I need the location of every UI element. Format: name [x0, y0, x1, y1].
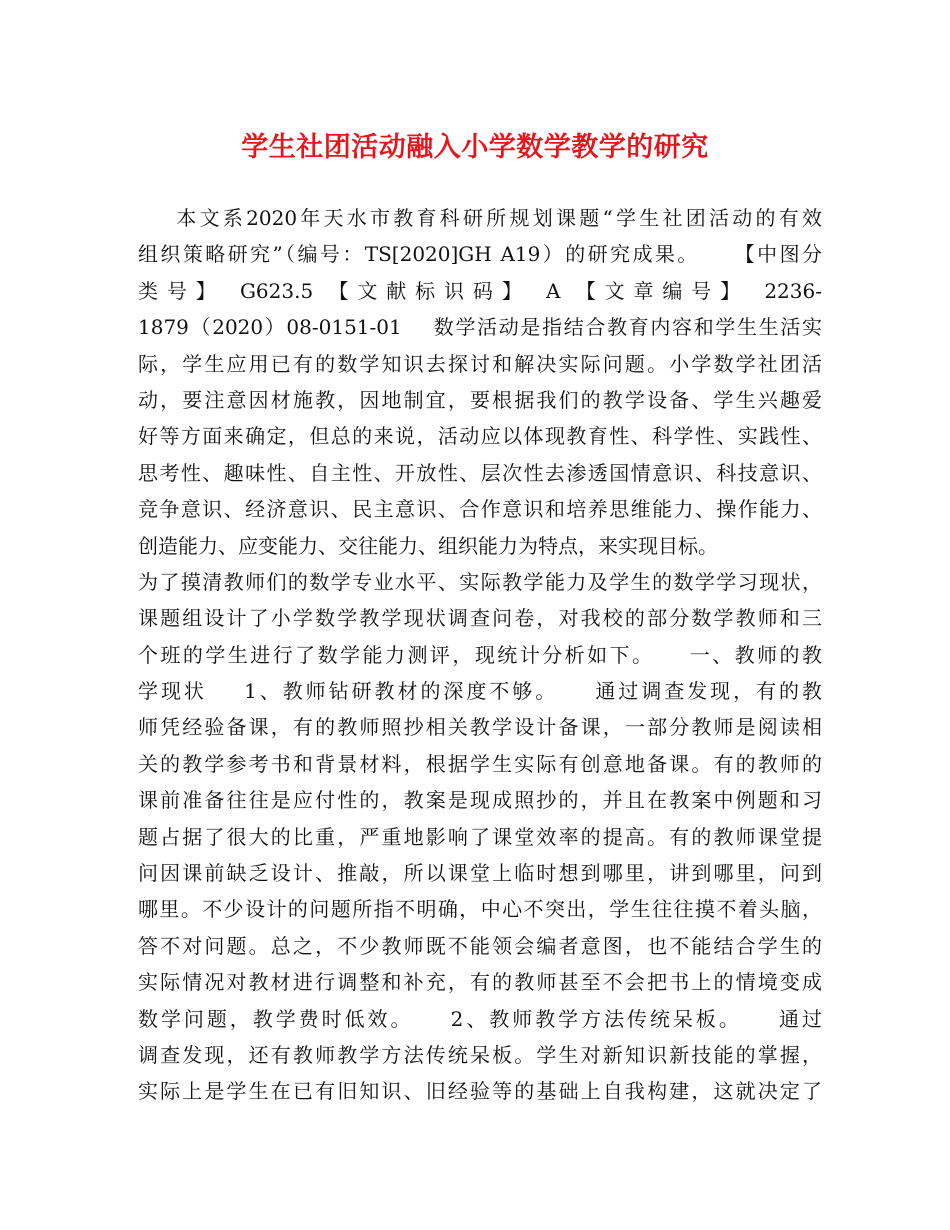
body-line: 思考性、趣味性、自主性、开放性、层次性去渗透国情意识、科技意识、: [138, 460, 822, 485]
body-line: 实际上是学生在已有旧知识、旧经验等的基础上自我构建，这就决定了: [138, 1079, 822, 1104]
body-line: 课前准备往往是应付性的，教案是现成照抄的，并且在教案中例题和习: [138, 788, 822, 813]
body-line: 竞争意识、经济意识、民主意识、合作意识和培养思维能力、操作能力、: [138, 497, 822, 522]
body-line: 类号】 G623.5 【文献标识码】 A 【文章编号】 2236-: [138, 278, 822, 303]
body-line: 好等方面来确定，但总的来说，活动应以体现教育性、科学性、实践性、: [138, 424, 822, 449]
body-line: 个班的学生进行了数学能力测评，现统计分析如下。 一、教师的教: [138, 642, 822, 667]
body-line: 1879（2020）08-0151-01 数学活动是指结合教育内容和学生生活实: [138, 315, 822, 340]
document-title: 学生社团活动融入小学数学教学的研究: [241, 132, 709, 163]
body-line: 师凭经验备课，有的教师照抄相关教学设计备课，一部分教师是阅读相: [138, 715, 822, 740]
body-line: 本文系2020年天水市教育科研所规划课题“学生社团活动的有效: [138, 206, 822, 230]
body-line: 数学问题，教学费时低效。 2、教师教学方法传统呆板。 通过: [138, 1006, 822, 1031]
body-line: 课题组设计了小学数学教学现状调查问卷，对我校的部分数学教师和三: [138, 606, 822, 631]
body-line: 为了摸清教师们的数学专业水平、实际教学能力及学生的数学学习现状，: [138, 569, 822, 594]
body-line: 实际情况对教材进行调整和补充，有的教师甚至不会把书上的情境变成: [138, 970, 822, 995]
body-line: 关的教学参考书和背景材料，根据学生实际有创意地备课。有的教师的: [138, 751, 822, 776]
body-line: 组织策略研究”（编号：TS[2020]GH A19）的研究成果。 【中图分: [138, 242, 822, 267]
body-line: 际，学生应用已有的数学知识去探讨和解决实际问题。小学数学社团活: [138, 351, 822, 376]
body-line: 动，要注意因材施教，因地制宜，要根据我们的教学设备、学生兴趣爱: [138, 387, 822, 412]
body-line: 学现状 1、教师钻研教材的深度不够。 通过调查发现，有的教: [138, 679, 822, 704]
document-body: [138, 200, 822, 1110]
body-line: 题占据了很大的比重，严重地影响了课堂效率的提高。有的教师课堂提: [138, 824, 822, 849]
body-line: 创造能力、应变能力、交往能力、组织能力为特点，来实现目标。: [138, 533, 718, 558]
body-line: 答不对问题。总之，不少教师既不能领会编者意图，也不能结合学生的: [138, 933, 822, 958]
body-line: 调查发现，还有教师教学方法传统呆板。学生对新知识新技能的掌握，: [138, 1042, 822, 1067]
body-line: 哪里。不少设计的问题所指不明确，中心不突出，学生往往摸不着头脑，: [138, 897, 822, 922]
body-line: 问因课前缺乏设计、推敲，所以课堂上临时想到哪里，讲到哪里，问到: [138, 861, 822, 886]
